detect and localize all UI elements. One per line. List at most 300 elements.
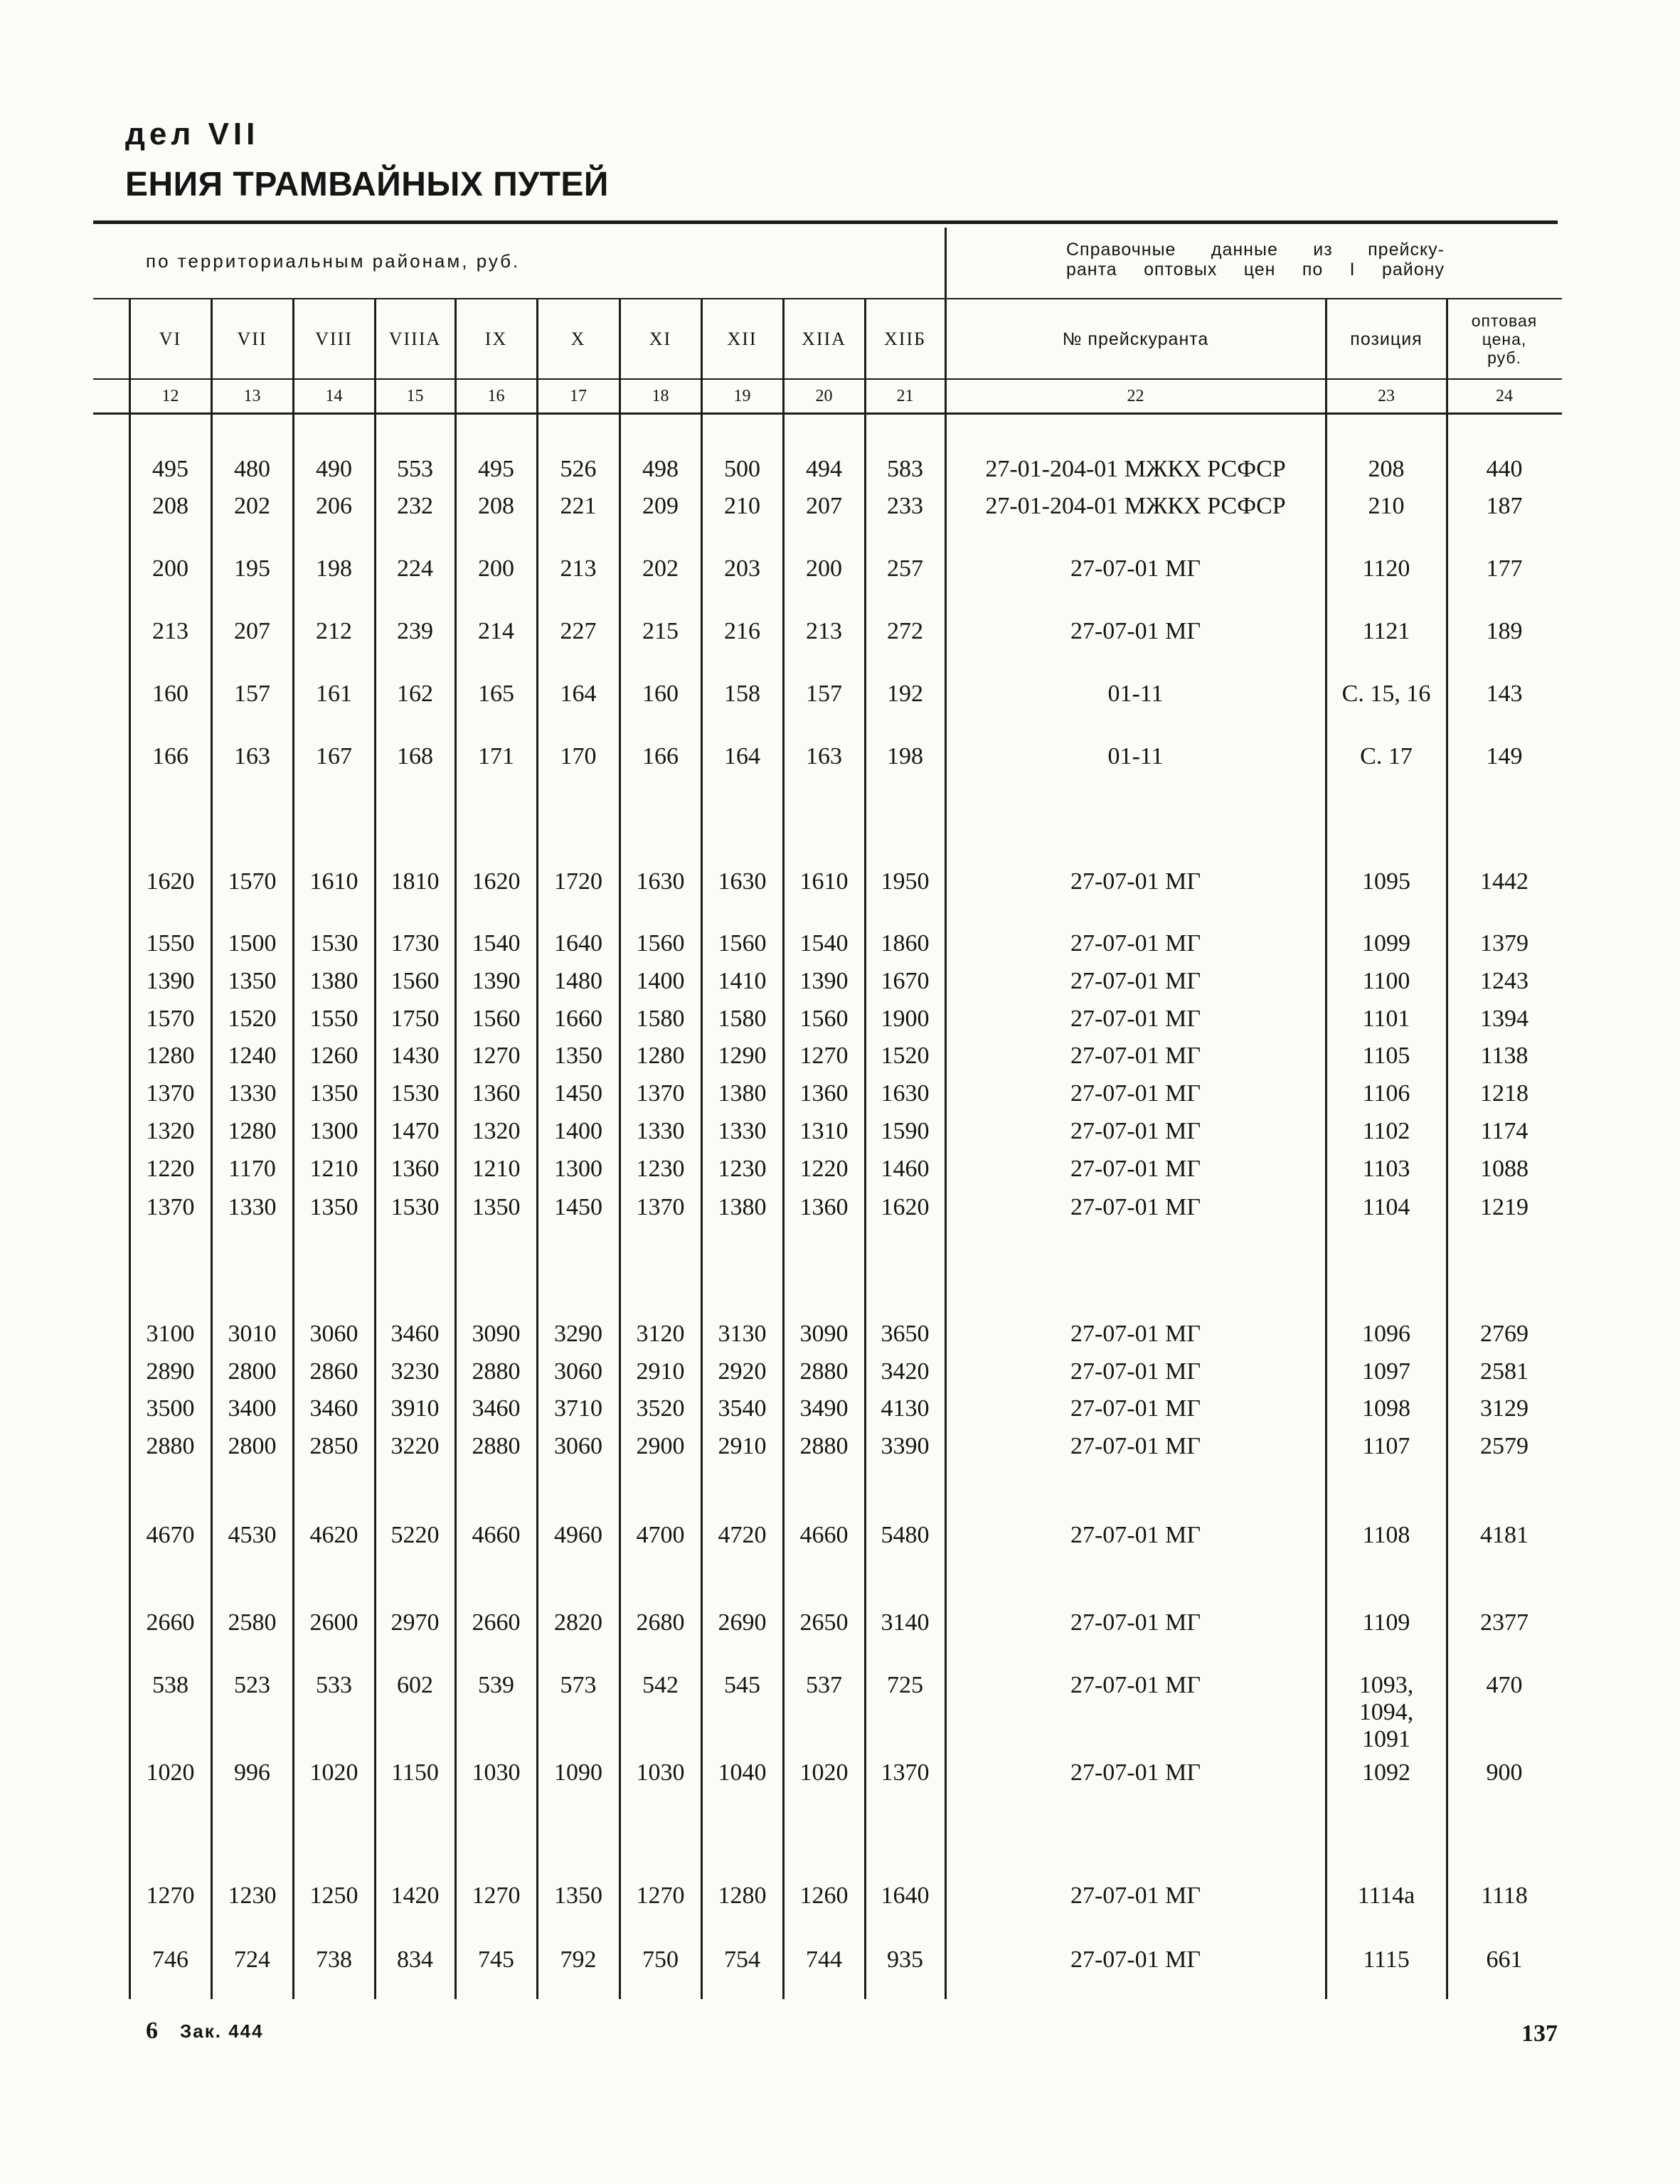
wholesale-price-cell: 143: [1486, 681, 1523, 707]
district-price-cell: 1270: [146, 1882, 195, 1909]
price-list-cell: 27-07-01 МГ: [1070, 1043, 1201, 1069]
district-price-cell: 545: [724, 1672, 760, 1698]
position-cell: 1099: [1362, 930, 1410, 957]
district-price-cell: 1550: [309, 1006, 358, 1032]
district-price-cell: 1280: [228, 1118, 277, 1144]
district-price-cell: 573: [560, 1672, 597, 1698]
district-price-cell: 754: [724, 1946, 760, 1973]
district-price-cell: 216: [724, 618, 760, 644]
price-list-cell: 01-11: [1107, 681, 1164, 707]
position-cell: 1121: [1362, 618, 1410, 644]
column-header: XIIБ: [883, 328, 927, 349]
position-cell: 1100: [1362, 968, 1410, 994]
column-number: 22: [1127, 387, 1144, 405]
district-price-cell: 202: [234, 493, 270, 519]
position-cell: 1109: [1362, 1609, 1410, 1636]
district-price-cell: 3290: [554, 1321, 602, 1347]
district-price-cell: 494: [806, 456, 842, 482]
position-cell: 1108: [1362, 1522, 1410, 1548]
district-price-cell: 2910: [718, 1433, 767, 1459]
column-header: XIIА: [802, 328, 846, 349]
district-price-cell: 3060: [554, 1433, 602, 1459]
district-price-cell: 1020: [309, 1759, 358, 1786]
wholesale-price-cell: 1379: [1480, 930, 1529, 957]
district-price-cell: 1290: [718, 1043, 767, 1069]
district-price-cell: 1320: [472, 1118, 521, 1144]
district-price-cell: 3140: [881, 1609, 930, 1636]
district-price-cell: 523: [234, 1672, 270, 1698]
district-price-cell: 1730: [390, 930, 440, 957]
district-price-cell: 1300: [309, 1118, 358, 1144]
column-number: 24: [1496, 387, 1513, 405]
position-cell: 1103: [1362, 1156, 1410, 1182]
column-header: XII: [727, 328, 757, 349]
district-price-cell: 1560: [718, 930, 767, 957]
district-price-cell: 1750: [390, 1006, 440, 1032]
district-price-cell: 4130: [881, 1395, 930, 1422]
district-price-cell: 744: [806, 1946, 842, 1973]
wholesale-price-cell: 1088: [1480, 1156, 1529, 1182]
district-price-cell: 166: [152, 743, 188, 769]
district-price-cell: 537: [806, 1672, 842, 1698]
district-price-cell: 161: [316, 681, 352, 707]
district-price-cell: 2680: [636, 1609, 685, 1636]
price-list-cell: 27-07-01 МГ: [1070, 1946, 1201, 1973]
district-price-cell: 1260: [309, 1043, 358, 1069]
district-price-cell: 160: [152, 681, 188, 707]
district-price-cell: 1720: [554, 868, 602, 895]
district-price-cell: 170: [560, 743, 597, 769]
column-header: XI: [649, 328, 672, 349]
table-row: [0, 1395, 1680, 1422]
district-price-cell: 1560: [636, 930, 685, 957]
wholesale-price-cell: 1219: [1480, 1194, 1529, 1220]
district-price-cell: 725: [887, 1672, 923, 1698]
district-price-cell: 1540: [799, 930, 849, 957]
table-row: [0, 1759, 1680, 1786]
district-price-cell: 200: [806, 555, 842, 582]
table-row: [0, 1882, 1680, 1909]
price-list-cell: 27-07-01 МГ: [1070, 1433, 1201, 1459]
column-number: 14: [325, 387, 343, 405]
district-price-cell: 1590: [881, 1118, 930, 1144]
district-price-cell: 1630: [718, 868, 767, 895]
district-price-cell: 3060: [309, 1321, 358, 1347]
district-price-cell: 1430: [390, 1043, 440, 1069]
position-cell: С. 17: [1360, 743, 1413, 769]
column-divider: [536, 299, 538, 1999]
district-price-cell: 2880: [799, 1433, 849, 1459]
column-header: VII: [237, 328, 267, 349]
district-price-cell: 490: [316, 456, 352, 482]
district-price-cell: 1560: [799, 1006, 849, 1032]
column-header: позиция: [1350, 329, 1423, 349]
district-price-cell: 1370: [881, 1759, 930, 1786]
price-list-cell: 27-07-01 МГ: [1070, 618, 1201, 644]
column-number: 18: [652, 387, 669, 405]
district-price-cell: 1210: [309, 1156, 358, 1182]
table-row: [0, 743, 1680, 770]
column-divider: [292, 299, 294, 1999]
district-price-cell: 1360: [472, 1080, 521, 1107]
wholesale-price-cell: 4181: [1480, 1522, 1529, 1548]
district-price-cell: 224: [397, 555, 433, 582]
table-row: [0, 1672, 1680, 1752]
district-price-cell: 4960: [554, 1522, 602, 1548]
district-price-cell: 1530: [309, 930, 358, 957]
price-list-cell: 27-07-01 МГ: [1070, 1080, 1201, 1107]
district-price-cell: 539: [478, 1672, 514, 1698]
district-price-cell: 3490: [799, 1395, 849, 1422]
district-price-cell: 1900: [881, 1006, 930, 1032]
district-price-cell: 3460: [390, 1321, 440, 1347]
position-cell: С. 15, 16: [1341, 681, 1431, 707]
district-price-cell: 3220: [390, 1433, 440, 1459]
price-list-cell: 27-07-01 МГ: [1070, 1321, 1201, 1347]
table-row: [0, 456, 1680, 483]
district-price-cell: 4530: [228, 1522, 277, 1548]
table-row: [0, 555, 1680, 582]
district-price-cell: 198: [316, 555, 352, 582]
district-price-cell: 1350: [554, 1043, 602, 1069]
district-price-cell: 834: [397, 1946, 433, 1973]
district-price-cell: 4670: [146, 1522, 195, 1548]
column-header: VIIIА: [388, 328, 442, 349]
table-row: [0, 930, 1680, 957]
district-price-cell: 1560: [472, 1006, 521, 1032]
position-cell: 1106: [1362, 1080, 1410, 1107]
district-price-cell: 1460: [881, 1156, 930, 1182]
column-divider: [374, 299, 376, 1999]
column-number: 21: [896, 387, 914, 405]
district-price-cell: 1360: [799, 1194, 849, 1220]
district-price-cell: 1360: [799, 1080, 849, 1107]
district-price-cell: 1810: [390, 868, 440, 895]
district-price-cell: 1360: [390, 1156, 440, 1182]
wholesale-price-cell: 189: [1486, 618, 1523, 644]
district-price-cell: 2880: [472, 1358, 521, 1385]
district-price-cell: 1310: [799, 1118, 849, 1144]
price-list-cell: 27-01-204-01 МЖКХ РСФСР: [985, 456, 1286, 482]
district-price-cell: 583: [887, 456, 923, 482]
district-price-cell: 1610: [309, 868, 358, 895]
district-price-cell: 3650: [881, 1321, 930, 1347]
district-price-cell: 1390: [146, 968, 195, 994]
column-header: X: [570, 328, 586, 349]
district-price-cell: 2650: [799, 1609, 849, 1636]
wholesale-price-cell: 2377: [1480, 1609, 1529, 1636]
price-list-cell: 27-07-01 МГ: [1070, 1522, 1201, 1548]
district-price-cell: 1280: [636, 1043, 685, 1069]
district-price-cell: 158: [724, 681, 760, 707]
district-price-cell: 208: [152, 493, 188, 519]
district-price-cell: 1570: [146, 1006, 195, 1032]
district-price-cell: 2920: [718, 1358, 767, 1385]
district-price-cell: 2970: [390, 1609, 440, 1636]
price-list-cell: 01-11: [1107, 743, 1164, 769]
district-price-cell: 602: [397, 1672, 433, 1698]
district-price-cell: 1230: [636, 1156, 685, 1182]
table-row: [0, 1946, 1680, 1973]
district-price-cell: 500: [724, 456, 760, 482]
district-price-cell: 1280: [146, 1043, 195, 1069]
table-row: [0, 1118, 1680, 1145]
district-price-cell: 3460: [309, 1395, 358, 1422]
district-price-cell: 207: [234, 618, 270, 644]
district-price-cell: 1660: [554, 1006, 602, 1032]
district-price-cell: 233: [887, 493, 923, 519]
district-price-cell: 1170: [228, 1156, 276, 1182]
district-price-cell: 213: [806, 618, 842, 644]
district-price-cell: 1250: [309, 1882, 358, 1909]
table-row: [0, 618, 1680, 645]
table-row: [0, 1156, 1680, 1183]
district-price-cell: 746: [152, 1946, 188, 1973]
district-price-cell: 3090: [472, 1321, 521, 1347]
column-divider: [701, 299, 703, 1999]
district-price-cell: 239: [397, 618, 433, 644]
district-price-cell: 1350: [309, 1194, 358, 1220]
district-price-cell: 1530: [390, 1080, 440, 1107]
wholesale-price-cell: 2769: [1480, 1321, 1529, 1347]
district-price-cell: 1390: [472, 968, 521, 994]
table-row: [0, 1321, 1680, 1348]
district-price-cell: 2880: [799, 1358, 849, 1385]
district-price-cell: 480: [234, 456, 270, 482]
district-price-cell: 3460: [472, 1395, 521, 1422]
district-price-cell: 1220: [799, 1156, 849, 1182]
district-price-cell: 207: [806, 493, 842, 519]
district-price-cell: 2850: [309, 1433, 358, 1459]
district-price-cell: 272: [887, 618, 923, 644]
column-number: 17: [570, 387, 587, 405]
wholesale-price-cell: 661: [1486, 1946, 1523, 1973]
district-price-cell: 2880: [472, 1433, 521, 1459]
district-price-cell: 1210: [472, 1156, 521, 1182]
district-price-cell: 3540: [718, 1395, 767, 1422]
position-cell: 1120: [1362, 555, 1410, 582]
wholesale-price-cell: 1442: [1480, 868, 1529, 895]
table-row: [0, 493, 1680, 520]
district-price-cell: 2890: [146, 1358, 195, 1385]
district-price-cell: 1380: [309, 968, 358, 994]
district-price-cell: 2660: [472, 1609, 521, 1636]
wholesale-price-cell: 1243: [1480, 968, 1529, 994]
section-label: дел VII: [125, 117, 260, 151]
district-price-cell: 2690: [718, 1609, 767, 1636]
district-price-cell: 213: [560, 555, 597, 582]
district-price-cell: 996: [234, 1759, 270, 1786]
column-header: оптовая цена, руб.: [1471, 311, 1538, 367]
district-price-cell: 2820: [554, 1609, 602, 1636]
wholesale-price-cell: 1138: [1480, 1043, 1529, 1069]
district-price-cell: 4720: [718, 1522, 767, 1548]
district-price-cell: 1270: [472, 1882, 521, 1909]
district-price-cell: 1640: [554, 930, 602, 957]
district-price-cell: 1580: [718, 1006, 767, 1032]
district-price-cell: 1640: [881, 1882, 930, 1909]
district-price-cell: 1020: [799, 1759, 849, 1786]
district-price-cell: 3060: [554, 1358, 602, 1385]
column-divider: [619, 299, 621, 1999]
price-list-cell: 27-07-01 МГ: [1070, 1395, 1201, 1422]
district-price-cell: 192: [887, 681, 923, 707]
column-number: 19: [733, 387, 751, 405]
district-price-cell: 745: [478, 1946, 514, 1973]
district-price-cell: 3400: [228, 1395, 277, 1422]
district-price-cell: 1350: [309, 1080, 358, 1107]
district-price-cell: 168: [397, 743, 433, 769]
district-price-cell: 1040: [718, 1759, 767, 1786]
district-price-cell: 203: [724, 555, 760, 582]
district-price-cell: 2580: [228, 1609, 277, 1636]
district-price-cell: 1670: [881, 968, 930, 994]
district-price-cell: 3520: [636, 1395, 685, 1422]
column-header: VI: [159, 328, 182, 349]
section-title: ЕНИЯ ТРАМВАЙНЫХ ПУТЕЙ: [125, 166, 609, 203]
district-price-cell: 200: [478, 555, 514, 582]
position-cell: 208: [1368, 456, 1405, 482]
district-price-cell: 167: [316, 743, 352, 769]
district-price-cell: 1400: [554, 1118, 602, 1144]
column-number: 13: [243, 387, 261, 405]
price-list-cell: 27-07-01 МГ: [1070, 1358, 1201, 1385]
district-price-cell: 257: [887, 555, 923, 582]
wholesale-price-cell: 2579: [1480, 1433, 1529, 1459]
table-row: [0, 868, 1680, 895]
district-price-cell: 1230: [228, 1882, 277, 1909]
position-cell: 1095: [1362, 868, 1410, 895]
district-price-cell: 1950: [881, 868, 930, 895]
wholesale-price-cell: 1218: [1480, 1080, 1529, 1107]
price-list-cell: 27-07-01 МГ: [1070, 1882, 1201, 1909]
table-row: [0, 1043, 1680, 1070]
district-price-cell: 538: [152, 1672, 188, 1698]
price-list-cell: 27-01-204-01 МЖКХ РСФСР: [985, 493, 1286, 519]
district-price-cell: 3390: [881, 1433, 930, 1459]
district-price-cell: 1270: [636, 1882, 685, 1909]
district-price-cell: 1090: [554, 1759, 602, 1786]
district-price-cell: 1390: [799, 968, 849, 994]
district-price-cell: 1350: [472, 1194, 521, 1220]
price-list-cell: 27-07-01 МГ: [1070, 868, 1201, 895]
wholesale-price-cell: 2581: [1480, 1358, 1529, 1385]
district-price-cell: 1370: [146, 1194, 195, 1220]
district-price-cell: 526: [560, 456, 597, 482]
column-divider: [782, 299, 785, 1999]
column-divider: [211, 299, 213, 1999]
district-price-cell: 1550: [146, 930, 195, 957]
price-list-cell: 27-07-01 МГ: [1070, 1672, 1201, 1698]
column-divider: [864, 299, 866, 1999]
column-divider: [454, 299, 457, 1999]
district-price-cell: 1410: [718, 968, 767, 994]
wholesale-price-cell: 440: [1486, 456, 1523, 482]
district-price-cell: 1150: [391, 1759, 439, 1786]
district-price-cell: 157: [806, 681, 842, 707]
district-price-cell: 171: [478, 743, 514, 769]
price-list-cell: 27-07-01 МГ: [1070, 1194, 1201, 1220]
price-list-cell: 27-07-01 МГ: [1070, 968, 1201, 994]
district-price-cell: 164: [724, 743, 760, 769]
district-price-cell: 3710: [554, 1395, 602, 1422]
district-price-cell: 2880: [146, 1433, 195, 1459]
column-number: 16: [487, 387, 505, 405]
district-price-cell: 1520: [881, 1043, 930, 1069]
district-price-cell: 3500: [146, 1395, 195, 1422]
district-price-cell: 1240: [228, 1043, 277, 1069]
district-price-cell: 1370: [146, 1080, 195, 1107]
wholesale-price-cell: 1118: [1481, 1882, 1528, 1909]
table-row: [0, 1433, 1680, 1460]
district-price-cell: 1580: [636, 1006, 685, 1032]
district-price-cell: 3010: [228, 1321, 277, 1347]
column-number: 15: [406, 387, 424, 405]
district-price-cell: 3910: [390, 1395, 440, 1422]
district-price-cell: 4620: [309, 1522, 358, 1548]
district-price-cell: 232: [397, 493, 433, 519]
district-price-cell: 227: [560, 618, 597, 644]
district-price-cell: 1450: [554, 1194, 602, 1220]
district-price-cell: 498: [642, 456, 679, 482]
district-price-cell: 1380: [718, 1080, 767, 1107]
district-price-cell: 165: [478, 681, 514, 707]
district-price-cell: 208: [478, 493, 514, 519]
price-list-cell: 27-07-01 МГ: [1070, 1156, 1201, 1182]
position-cell: 1114а: [1357, 1882, 1415, 1909]
position-cell: 1098: [1362, 1395, 1410, 1422]
wholesale-price-cell: 1174: [1480, 1118, 1529, 1144]
district-price-cell: 1380: [718, 1194, 767, 1220]
table-row: [0, 1194, 1680, 1221]
district-price-cell: 1370: [636, 1194, 685, 1220]
table-row: [0, 1358, 1680, 1385]
district-price-cell: 533: [316, 1672, 352, 1698]
position-cell: 1097: [1362, 1358, 1410, 1385]
wholesale-price-cell: 177: [1486, 555, 1523, 582]
district-prices-header: по территориальным районам, руб.: [146, 250, 521, 272]
wholesale-price-cell: 3129: [1480, 1395, 1529, 1422]
position-cell: 1104: [1362, 1194, 1410, 1220]
district-price-cell: 163: [234, 743, 270, 769]
district-price-cell: 1260: [799, 1882, 849, 1909]
district-price-cell: 2600: [309, 1609, 358, 1636]
district-price-cell: 3120: [636, 1321, 685, 1347]
district-price-cell: 495: [152, 456, 188, 482]
table-row: [0, 1006, 1680, 1033]
district-price-cell: 198: [887, 743, 923, 769]
district-price-cell: 1420: [390, 1882, 440, 1909]
table-row: [0, 1522, 1680, 1549]
position-cell: 1093, 1094, 1091: [1359, 1672, 1414, 1752]
district-price-cell: 200: [152, 555, 188, 582]
district-price-cell: 1540: [472, 930, 521, 957]
column-header: IX: [484, 328, 508, 349]
district-price-cell: 553: [397, 456, 433, 482]
district-price-cell: 3230: [390, 1358, 440, 1385]
position-cell: 210: [1368, 493, 1405, 519]
district-price-cell: 5480: [881, 1522, 930, 1548]
district-price-cell: 1370: [636, 1080, 685, 1107]
wholesale-price-cell: 187: [1486, 493, 1523, 519]
district-price-cell: 210: [724, 493, 760, 519]
position-cell: 1105: [1362, 1043, 1410, 1069]
position-cell: 1101: [1362, 1006, 1410, 1032]
district-price-cell: 1270: [472, 1043, 521, 1069]
district-price-cell: 206: [316, 493, 352, 519]
district-price-cell: 542: [642, 1672, 679, 1698]
district-price-cell: 4660: [472, 1522, 521, 1548]
